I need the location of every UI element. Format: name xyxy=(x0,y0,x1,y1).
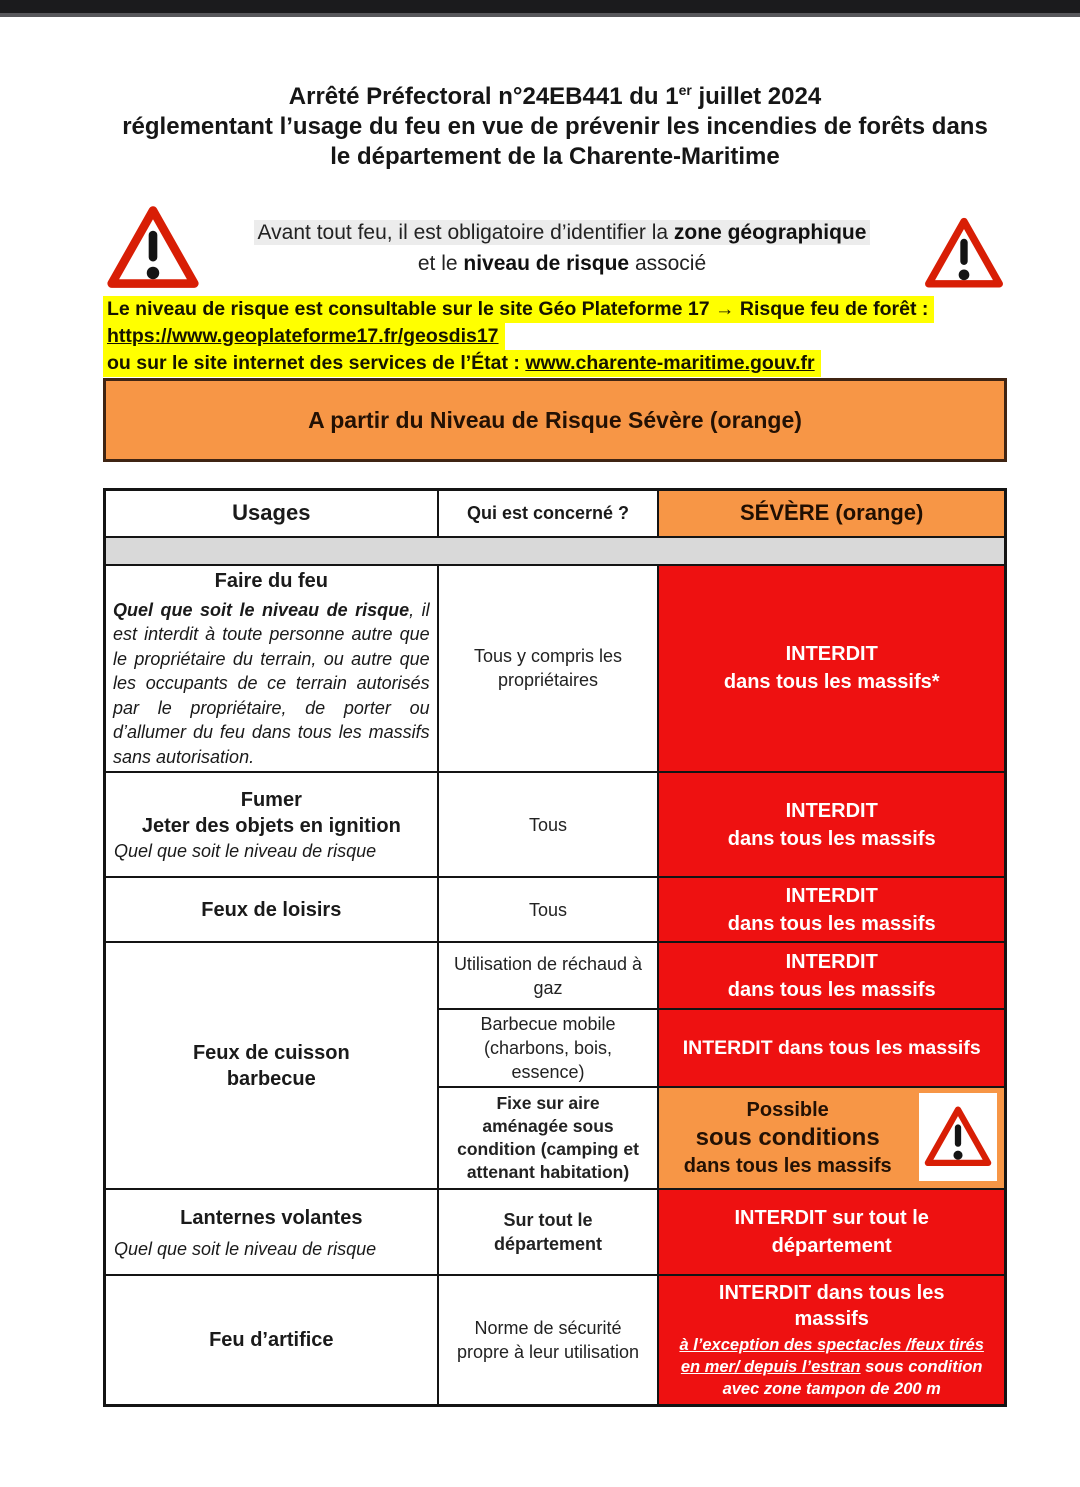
page-title xyxy=(103,75,1007,172)
fire-rules-table xyxy=(103,488,1007,1407)
usage-feux-de-loisirs: Feux de loisirs xyxy=(105,877,438,942)
risk-info-line: Le niveau de risque est consultable sur le site Géo Plateforme 17 → Risque feu de forêt : xyxy=(103,297,1007,321)
table-row-faire-du-feu xyxy=(105,565,1006,773)
banner-text: A partir du Niveau de Risque Sévère (orange) xyxy=(308,406,802,433)
header-qui-est-concerne: Qui est concerné ? xyxy=(438,490,659,537)
qui-feux-de-loisirs: Tous xyxy=(438,877,659,942)
geoplateforme-link[interactable]: https://www.geoplateforme17.fr/geosdis17 xyxy=(107,325,499,347)
window-top-bar-divider xyxy=(0,13,1080,17)
qui-rechaud-gaz: Utilisation de réchaud à gaz xyxy=(438,942,659,1009)
qui-feu-artifice: Norme de sécurité propre à leur utilisation xyxy=(438,1275,659,1405)
title-line3: le département de la Charente-Maritime xyxy=(330,143,780,170)
statut-fumer: INTERDIT dans tous les massifs xyxy=(658,772,1005,877)
usage-fumer: Fumer Jeter des objets en ignition Quel que soit le niveau de risque xyxy=(105,772,438,877)
warning-triangle-box xyxy=(919,1093,997,1181)
risk-links-block xyxy=(103,297,1007,375)
table-row-rechaud-gaz xyxy=(105,942,1006,1009)
qui-barbecue-fixe: Fixe sur aire aménagée sous condition (camping et attenant habitation) xyxy=(438,1087,659,1189)
title-line1: Arrêté Préfectoral n°24EB441 du 1er juillet 2024 xyxy=(288,82,822,110)
gouv-link-line: ou sur le site internet des services de l’État : www.charente-maritime.gouv.fr xyxy=(103,351,1007,375)
warning-triangle-icon xyxy=(105,202,201,294)
document-page xyxy=(103,75,1007,1407)
qui-lanternes-volantes: Sur tout le département xyxy=(438,1189,659,1275)
usage-lanternes-volantes: Lanternes volantes Quel que soit le niveau de risque xyxy=(105,1189,438,1275)
warning-triangle-icon xyxy=(923,1103,993,1171)
statut-feu-artifice: INTERDIT dans tous les massifs à l’exception des spectacles /feux tirés en mer/ depuis l’estran sous condition avec zone tampon de 200 m xyxy=(658,1275,1005,1405)
usage-feu-artifice: Feu d’artifice xyxy=(105,1275,438,1405)
usage-feux-de-cuisson: Feux de cuisson barbecue xyxy=(105,942,438,1189)
statut-feux-de-loisirs: INTERDIT dans tous les massifs xyxy=(658,877,1005,942)
table-header-row xyxy=(105,490,1006,537)
table-row-lanternes-volantes xyxy=(105,1189,1006,1275)
separator-row xyxy=(105,537,1006,565)
warning-triangle-icon xyxy=(923,214,1005,293)
header-usages: Usages xyxy=(105,490,438,537)
qui-fumer: Tous xyxy=(438,772,659,877)
usage-faire-du-feu: Faire du feu Quel que soit le niveau de risque, il est interdit à toute personne autre que le propriétaire du terrain, ou autre que les occupants de ce terrain autorisés par le propriétaire, de porter ou d’allumer du feu dans tous les massifs sans autorisation. xyxy=(105,565,438,773)
geoplateforme-link-line xyxy=(103,324,1007,348)
warning-text: Avant tout feu, il est obligatoire d’identifier la zone géographique et le niveau de risque associé xyxy=(201,217,923,279)
title-line2: réglementant l’usage du feu en vue de prévenir les incendies de forêts dans xyxy=(122,113,988,140)
statut-barbecue-fixe: Possible sous conditions dans tous les massifs xyxy=(658,1087,1005,1189)
table-row-feu-artifice xyxy=(105,1275,1006,1405)
statut-lanternes-volantes: INTERDIT sur tout le département xyxy=(658,1189,1005,1275)
window-top-bar xyxy=(0,0,1080,13)
statut-barbecue-mobile: INTERDIT dans tous les massifs xyxy=(658,1009,1005,1087)
charente-maritime-gouv-link[interactable]: www.charente-maritime.gouv.fr xyxy=(525,352,815,374)
header-severe-orange: SÉVÈRE (orange) xyxy=(658,490,1005,537)
statut-rechaud-gaz: INTERDIT dans tous les massifs xyxy=(658,942,1005,1009)
severe-level-banner xyxy=(103,378,1007,462)
warning-strip xyxy=(103,202,1007,294)
statut-faire-du-feu: INTERDIT dans tous les massifs* xyxy=(658,565,1005,773)
table-row-feux-de-loisirs xyxy=(105,877,1006,942)
qui-faire-du-feu: Tous y compris les propriétaires xyxy=(438,565,659,773)
table-row-fumer xyxy=(105,772,1006,877)
qui-barbecue-mobile: Barbecue mobile (charbons, bois, essence) xyxy=(438,1009,659,1087)
title-superscript: er xyxy=(678,82,692,98)
